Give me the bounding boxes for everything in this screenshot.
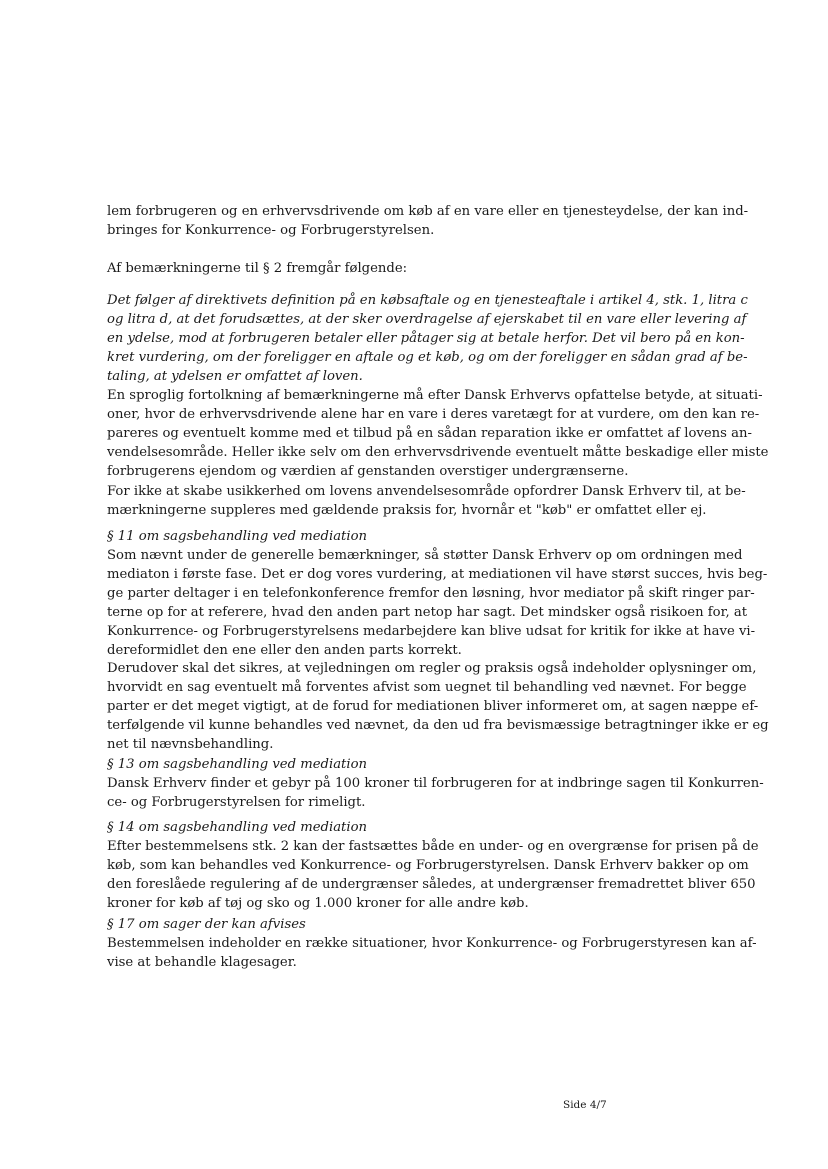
paragraph-guidance: Derudover skal det sikres, at vejledningen om regler og praksis også indeholder oplysninger om, hvorvidt en sag eventuelt må forventes afvist som uegnet til behandling ved nævnet. For begge parter er det meget vigtigt, at de forud for mediationen bliver informeret om, at sagen næppe ef- terfølgende vil kunne behandles ved nævnet, da den ud fra bevismæssige betragtninger ikke er eg net til nævnsbehandling.	[107, 661, 769, 752]
paragraph-uncertainty: For ikke at skabe usikkerhed om lovens anvendelsesområde opfordrer Dansk Erhverv til, at be- mærkningerne suppleres med gældende praksis for, hvornår et "køb" er omfattet eller ej.	[107, 484, 746, 518]
section-heading-11: § 11 om sagsbehandling ved mediation	[107, 529, 368, 544]
paragraph-limits: Efter bestemmelsens stk. 2 kan der fastsættes både en under- og en overgrænse for prisen på de køb, som kan behandles ved Konkurrence- og Forbrugerstyrelsen. Dansk Erhverv bakker op om den foreslåede regulering af de undergrænser således, at undergrænser fremadrettet bliver 650 kroner for køb af tøj og sko og 1.000 kroner for alle andre køb.	[107, 839, 759, 911]
section-heading-13: § 13 om sagsbehandling ved mediation	[107, 757, 368, 772]
paragraph-mediation: Som nævnt under de generelle bemærkninger, så støtter Dansk Erhverv op om ordningen med mediaton i første fase. Det er dog vores vurdering, at mediationen vil have størst succes, hvis beg- ge parter deltager i en telefonkonference fremfor den løsning, hvor mediator på skift ringer par- terne op for at referere, hvad den anden part netop har sagt. Det mindsker også risikoen for, at Konkurrence- og Forbrugerstyrelsens medarbejdere kan blive udsat for kritik for ikke at have vi- dereformidlet den ene eller den anden parts korrekt.	[107, 548, 768, 658]
paragraph-intro: lem forbrugeren og en erhvervsdrivende om køb af en vare eller en tjenesteydelse, der kan ind- bringes for Konkurrence- og Forbrugerstyrelsen.	[107, 204, 749, 238]
paragraph-fee: Dansk Erhverv finder et gebyr på 100 kroner til forbrugeren for at indbringe sagen til Konkurren- ce- og Forbrugerstyrelsen for rimeligt.	[107, 776, 764, 810]
paragraph-interpretation: En sproglig fortolkning af bemærkningerne må efter Dansk Erhvervs opfattelse betyde, at situati- oner, hvor de erhvervsdrivende alene har en vare i deres varetægt for at vurdere, om den kan re- pareres og eventuelt komme med et tilbud på en sådan reparation ikke er omfattet af lovens an- vendelsesområde. Heller ikke selv om den erhvervsdrivende eventuelt måtte beskadige eller miste forbrugerens ejendom og værdien af genstanden overstiger undergrænserne.	[107, 388, 769, 479]
quoted-remarks: Det følger af direktivets definition på en købsaftale og en tjenesteaftale i artikel 4, stk. 1, litra c og litra d, at det forudsættes, at der sker overdragelse af ejerskabet til en vare eller levering af en ydelse, mod at forbrugeren betaler eller påtager sig at betale herfor. Det vil bero på en kon- kret vurdering, om der foreligger en aftale og et køb, og om der foreligger en sådan grad af be- taling, at ydelsen er omfattet af loven.	[107, 293, 748, 384]
paragraph-rejection: Bestemmelsen indeholder en række situationer, hvor Konkurrence- og Forbrugerstyresen kan af- vise at behandle klagesager.	[107, 936, 757, 970]
section-heading-17: § 17 om sager der kan afvises	[107, 917, 306, 932]
section-heading-14: § 14 om sagsbehandling ved mediation	[107, 820, 368, 835]
paragraph-remarks-intro: Af bemærkningerne til § 2 fremgår følgende:	[107, 261, 408, 276]
page-number: Side 4/7	[563, 1099, 607, 1111]
